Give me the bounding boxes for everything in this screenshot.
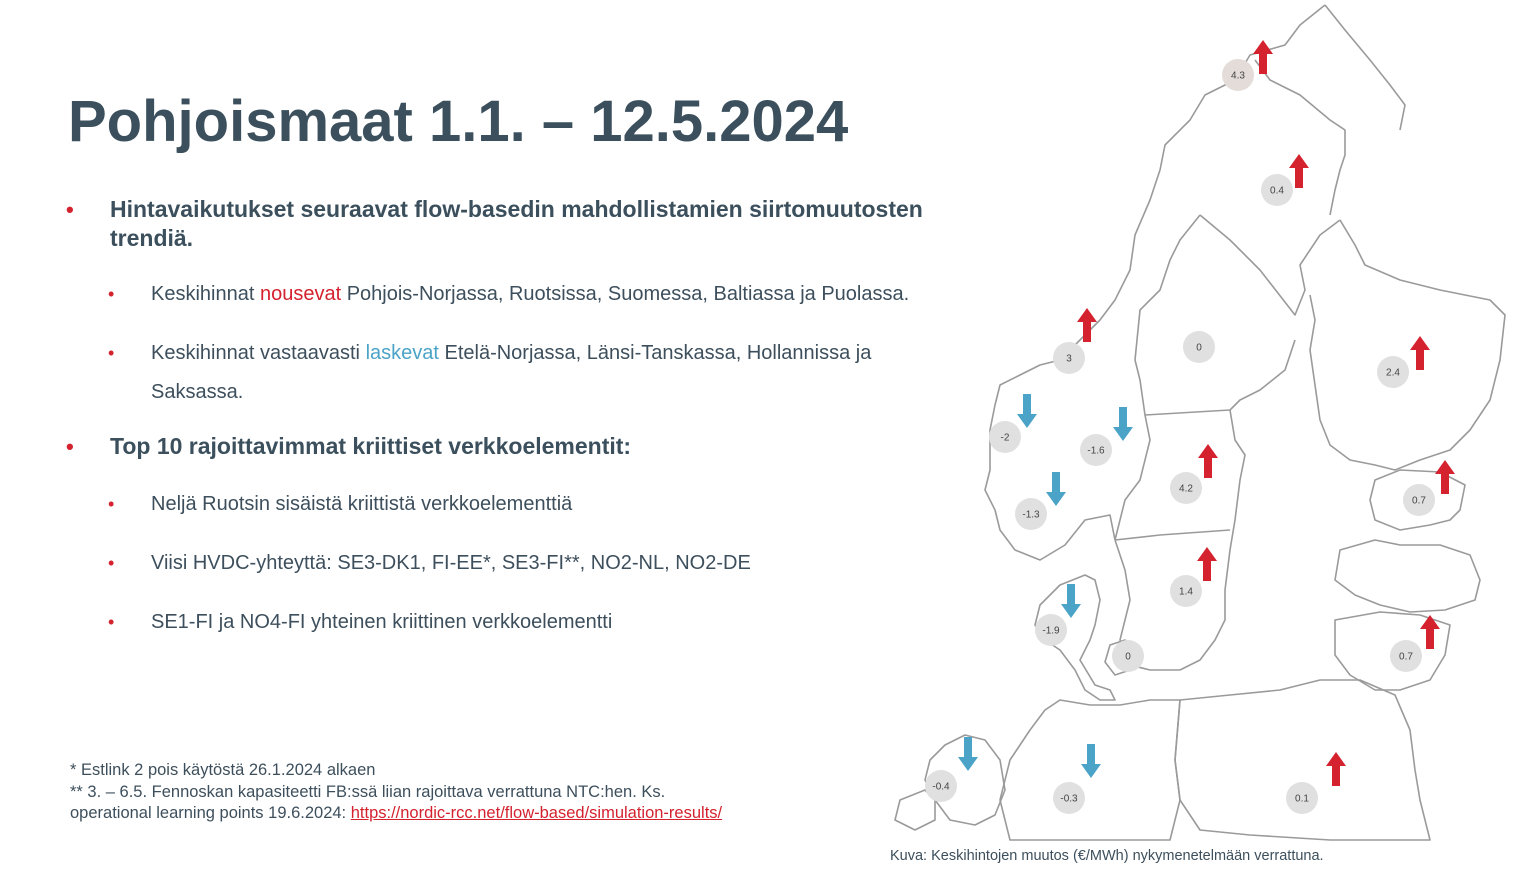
price-marker [1053,308,1097,374]
price-value: 4.2 [1179,483,1193,495]
price-marker [1080,407,1133,466]
price-marker [1403,460,1455,516]
arrow-up-icon [1253,40,1273,74]
arrow-up-icon [1326,752,1346,786]
price-marker [1286,752,1346,814]
bullet-dot: • [66,197,74,222]
price-marker [1015,472,1066,530]
sub-bullet-sweden [66,485,966,524]
page-title: Pohjoismaat 1.1. – 12.5.2024 [68,89,849,154]
sub-bullet-text-post: Etelä-Norjassa, Länsi-Tanskassa, Hollannissa ja Saksassa. [151,342,872,403]
price-marker [1170,444,1218,504]
price-value: -1.6 [1087,445,1105,457]
footnotes [70,760,722,825]
finland-outline [1310,220,1505,470]
price-value: -0.4 [932,781,950,793]
price-value: 0.7 [1412,495,1426,507]
price-value: 0.1 [1295,793,1309,805]
price-value: -0.3 [1060,793,1078,805]
arrow-down-icon [1113,407,1133,441]
bullet-dot: • [108,612,115,632]
price-value: 0 [1125,651,1131,663]
arrow-up-icon [1197,547,1217,581]
price-marker [1222,40,1273,91]
finland-north-border [1325,5,1405,130]
arrow-down-icon [1061,584,1081,618]
price-marker [1170,547,1217,607]
sub-bullet-text: Neljä Ruotsin sisäistä kriittistä verkkoelementtiä [151,493,573,515]
latvia-outline [1335,540,1480,612]
price-marker [1053,744,1101,814]
price-marker [1377,336,1430,388]
price-value: 2.4 [1386,367,1400,379]
rising-word: nousevat [259,283,342,305]
bullet-dot: • [66,434,74,459]
price-value: 0.4 [1270,185,1284,197]
bullet-text: Hintavaikutukset seuraavat flow-basedin mahdollistamien siirtomuutosten trendiä. [110,196,923,251]
poland-outline [1175,680,1430,840]
bullet-top10 [66,432,966,461]
price-value: -2 [1000,432,1010,444]
price-value: -1.9 [1042,625,1060,637]
bullet-dot: • [108,343,115,363]
se3-east-coast [1180,410,1245,670]
footnote-1: * Estlink 2 pois käytöstä 26.1.2024 alkaen [70,761,376,779]
falling-word: laskevat [365,342,439,364]
bullet-dot: • [108,553,115,573]
bullet-text: Top 10 rajoittavimmat kriittiset verkkoelementit: [110,433,632,459]
bullet-list [66,195,966,642]
price-value: -1.3 [1022,509,1040,521]
price-value: 0.7 [1399,651,1413,663]
footnote-2: ** 3. – 6.5. Fennoskan kapasiteetti FB:ssä liian rajoittava verrattuna NTC:hen. Ks. [70,782,666,801]
price-marker [1390,615,1440,672]
simulation-results-link[interactable]: https://nordic-rcc.net/flow-based/simulation-results/ [350,804,723,822]
price-value: 3 [1066,353,1072,365]
sub-bullet-text-pre: Keskihinnat [151,283,260,305]
map-caption: Kuva: Keskihintojen muutos (€/MWh) nykymenetelmään verrattuna. [890,848,1324,864]
sub-bullet-text-post: Pohjois-Norjassa, Ruotsissa, Suomessa, Baltiassa ja Puolassa. [341,283,910,305]
price-marker [1261,154,1309,206]
se1-se2-border [1145,340,1295,415]
arrow-up-icon [1410,336,1430,370]
sub-bullet-text-pre: Keskihinnat vastaavasti [151,342,366,364]
arrow-up-icon [1289,154,1309,188]
price-marker [925,737,978,802]
arrow-down-icon [958,737,978,771]
arrow-up-icon [1435,460,1455,494]
se2-se3-border [1115,530,1230,540]
sub-bullet-text: SE1-FI ja NO4-FI yhteinen kriittinen verkkoelementti [151,611,613,633]
arrow-down-icon [1081,744,1101,778]
sub-bullet-text: Viisi HVDC-yhteyttä: SE3-DK1, FI-EE*, SE3-FI**, NO2-NL, NO2-DE [151,552,751,574]
footnote-3-text: operational learning points 19.6.2024: [70,804,351,822]
bullet-dot: • [108,494,115,514]
sub-bullet-se1-fi [66,603,966,642]
sweden-north-border [1200,215,1340,315]
footnote-3 [70,803,722,825]
sub-bullet-hvdc [66,544,966,583]
arrow-up-icon [1198,444,1218,478]
nordic-price-map [885,0,1523,848]
price-value: 0 [1196,342,1202,354]
price-marker [1183,331,1215,363]
sub-bullet-rising [66,275,966,314]
bullet-dot: • [108,284,115,304]
arrow-down-icon [1046,472,1066,506]
price-value: 1.4 [1179,586,1193,598]
sub-bullet-falling [66,334,966,412]
price-value: 4.3 [1231,70,1245,82]
bullet-price-effects [66,195,966,253]
price-marker [1035,584,1081,646]
arrow-down-icon [1017,394,1037,428]
price-marker [1112,640,1144,672]
norway-coastline [985,5,1325,560]
